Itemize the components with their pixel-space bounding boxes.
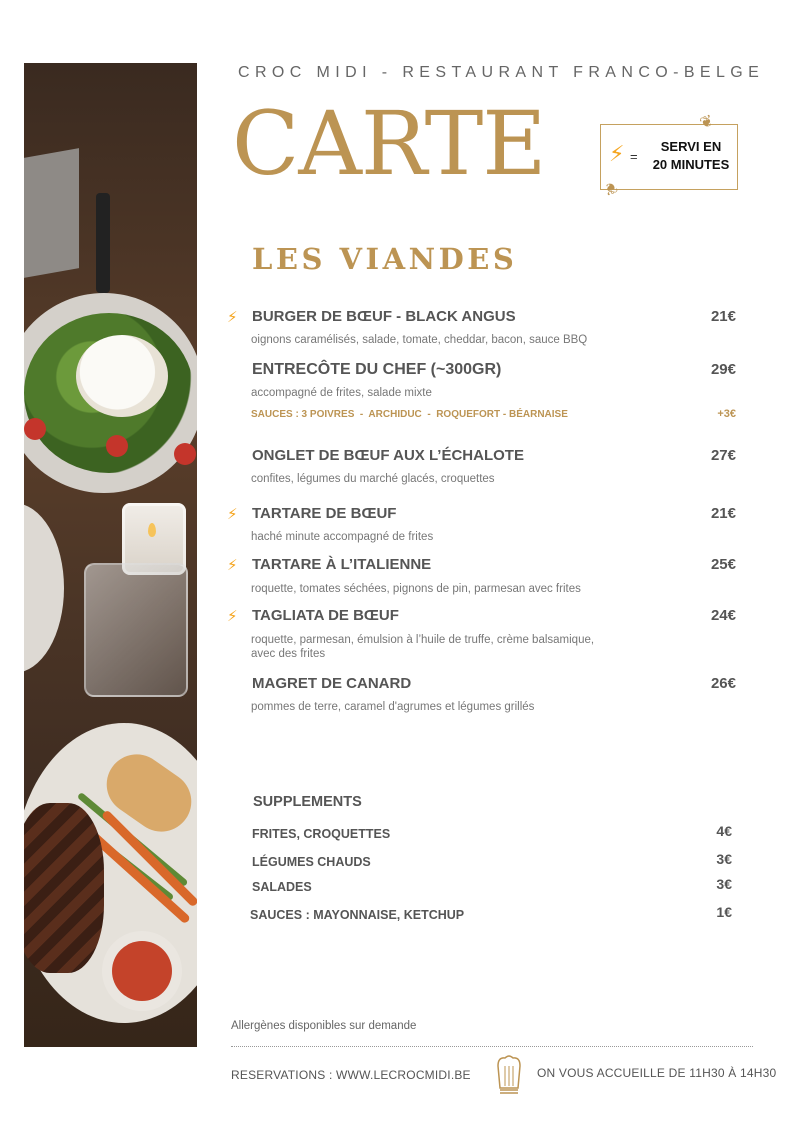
item-price: 21€ — [710, 308, 736, 325]
item-price: 29€ — [710, 361, 736, 378]
item-name: ENTRECÔTE DU CHEF (~300GR) — [252, 361, 502, 378]
item-name: TARTARE DE BŒUF — [252, 505, 397, 522]
item-description: confites, légumes du marché glacés, croquettes — [251, 473, 495, 485]
item-description: roquette, tomates séchées, pignons de pin, parmesan avec frites — [251, 583, 581, 595]
section-title: LES VIANDES — [252, 242, 518, 276]
supplement-price: 3€ — [716, 876, 732, 892]
sauces-price: +3€ — [717, 408, 736, 420]
chef-hat-icon — [495, 1054, 523, 1096]
item-description: pommes de terre, caramel d'agrumes et légumes grillés — [251, 701, 535, 713]
supplement-name: FRITES, CROQUETTES — [252, 827, 391, 841]
item-description: oignons caramélisés, salade, tomate, cheddar, bacon, sauce BBQ — [251, 334, 588, 346]
lightning-icon: ⚡ — [227, 557, 238, 574]
item-description: roquette, parmesan, émulsion à l’huile de truffe, crème balsamique, avec des frites — [251, 634, 595, 660]
supplement-price: 3€ — [716, 851, 732, 867]
served-fast-badge — [600, 124, 738, 190]
lightning-icon: ⚡ — [227, 506, 238, 523]
lightning-icon: ⚡ — [609, 141, 625, 166]
item-price: 25€ — [710, 556, 736, 573]
item-price: 21€ — [710, 505, 736, 522]
food-photo — [24, 63, 197, 1047]
supplement-price: 1€ — [716, 904, 732, 920]
reservations-text: RESERVATIONS : WWW.LECROCMIDI.BE — [231, 1068, 471, 1082]
opening-hours: ON VOUS ACCUEILLE DE 11H30 À 14H30 — [537, 1066, 777, 1080]
lightning-icon: ⚡ — [227, 608, 238, 625]
footer-divider — [231, 1046, 753, 1047]
allergen-note: Allergènes disponibles sur demande — [231, 1020, 417, 1032]
laurel-icon: ❦ — [601, 177, 620, 198]
supplement-price: 4€ — [716, 823, 732, 839]
item-price: 24€ — [710, 607, 736, 624]
laurel-icon: ❦ — [697, 112, 717, 133]
item-description: haché minute accompagné de frites — [251, 531, 434, 543]
supplement-name: LÉGUMES CHAUDS — [252, 855, 371, 869]
item-name: TAGLIATA DE BŒUF — [252, 607, 399, 624]
sauces-options: SAUCES : 3 POIVRES - ARCHIDUC - ROQUEFORT - BÉARNAISE — [251, 409, 568, 420]
badge-line-1: SERVI EN — [660, 139, 722, 154]
restaurant-subtitle: CROC MIDI - RESTAURANT FRANCO-BELGE — [238, 64, 765, 81]
item-name: TARTARE À L’ITALIENNE — [252, 556, 432, 573]
badge-text — [643, 138, 739, 174]
badge-line-2: 20 MINUTES — [652, 157, 730, 172]
item-name: BURGER DE BŒUF - BLACK ANGUS — [252, 308, 516, 325]
item-price: 26€ — [710, 675, 736, 692]
item-price: 27€ — [710, 447, 736, 464]
supplement-name: SAUCES : MAYONNAISE, KETCHUP — [250, 908, 465, 922]
item-description: accompagné de frites, salade mixte — [251, 387, 432, 399]
badge-equals: = — [630, 149, 638, 164]
item-name: ONGLET DE BŒUF AUX L’ÉCHALOTE — [252, 447, 524, 464]
item-name: MAGRET DE CANARD — [252, 675, 412, 692]
lightning-icon: ⚡ — [227, 309, 238, 326]
supplements-title: SUPPLEMENTS — [253, 794, 362, 810]
supplement-name: SALADES — [252, 880, 312, 894]
page-title: CARTE — [232, 92, 546, 195]
